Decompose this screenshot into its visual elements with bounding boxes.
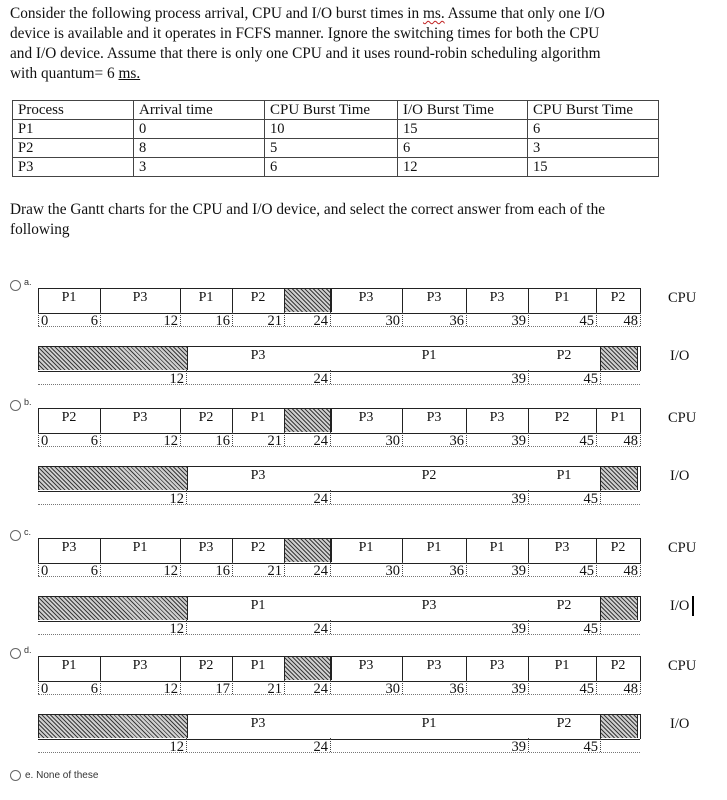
cpu-baseline <box>38 446 640 447</box>
cpu-idle-segment <box>284 539 332 562</box>
cpu-time-tick <box>180 562 181 576</box>
option-c-radio[interactable] <box>10 530 21 541</box>
option-letter[interactable]: b. <box>24 397 32 407</box>
cpu-process-label: P3 <box>489 658 505 673</box>
cpu-time-tick <box>38 432 39 446</box>
table-cell: 12 <box>398 158 528 177</box>
cpu-process-label: P3 <box>61 540 77 555</box>
table-cell: 0 <box>134 120 265 139</box>
io-time-label: 45 <box>583 621 598 637</box>
io-time-tick <box>528 370 529 384</box>
cpu-time-tick <box>180 680 181 694</box>
cpu-process-label: P2 <box>198 658 214 673</box>
cpu-time-tick <box>466 432 467 446</box>
cpu-time-label: 36 <box>449 433 464 449</box>
io-process-label: P2 <box>556 348 572 363</box>
instruction-text: Draw the Gantt charts for the CPU and I/O device, and select the correct answer from each of the following <box>10 201 606 238</box>
cpu-time-label: 45 <box>579 433 594 449</box>
cpu-time-tick <box>596 312 597 326</box>
io-segment-divider <box>640 466 641 491</box>
io-time-tick <box>600 490 601 504</box>
cpu-process-label: P1 <box>250 658 266 673</box>
io-baseline <box>38 752 640 753</box>
cpu-process-label: P2 <box>610 290 626 305</box>
cpu-time-label: 17 <box>215 681 230 697</box>
cpu-time-label: 12 <box>163 681 178 697</box>
cpu-process-label: P2 <box>610 658 626 673</box>
io-process-label: P2 <box>421 468 437 483</box>
cpu-time-tick <box>402 432 403 446</box>
table-row <box>13 120 659 139</box>
cpu-time-label: 45 <box>579 563 594 579</box>
cpu-process-label: P2 <box>61 410 77 425</box>
cpu-time-label: 6 <box>90 313 98 329</box>
cpu-time-tick <box>528 312 529 326</box>
cpu-process-label: P2 <box>610 540 626 555</box>
cpu-process-label: P1 <box>250 410 266 425</box>
table-header: Arrival time <box>134 101 265 120</box>
cpu-process-label: P1 <box>61 290 77 305</box>
cpu-process-label: P1 <box>489 540 505 555</box>
cpu-time-tick <box>466 312 467 326</box>
io-process-label: P2 <box>556 598 572 613</box>
io-time-label: 12 <box>169 491 184 507</box>
table-cell: 6 <box>265 158 398 177</box>
text-cursor <box>692 596 694 616</box>
io-process-label: P1 <box>250 598 266 613</box>
cpu-time-tick <box>100 432 101 446</box>
cpu-time-tick <box>232 562 233 576</box>
cpu-segment-divider <box>284 288 285 313</box>
option-letter[interactable]: d. <box>24 645 32 655</box>
cpu-time-label: 36 <box>449 313 464 329</box>
cpu-segment-divider <box>284 408 285 433</box>
io-process-label: P3 <box>250 348 266 363</box>
cpu-time-label: 48 <box>623 563 638 579</box>
io-time-tick <box>528 620 529 634</box>
cpu-process-label: P3 <box>426 658 442 673</box>
io-time-tick <box>330 620 331 634</box>
cpu-device-label: CPU <box>668 658 697 674</box>
io-time-tick <box>600 620 601 634</box>
cpu-segment-divider <box>284 538 285 563</box>
io-device-label: I/O <box>670 598 690 614</box>
cpu-time-tick <box>284 312 285 326</box>
cpu-time-label: 0 <box>41 313 49 329</box>
cpu-baseline <box>38 576 640 577</box>
io-time-tick <box>600 370 601 384</box>
io-idle-segment <box>38 597 188 620</box>
table-cell: 15 <box>398 120 528 139</box>
io-time-tick <box>330 738 331 752</box>
cpu-time-tick <box>284 562 285 576</box>
io-idle-segment <box>38 715 188 738</box>
io-process-label: P1 <box>556 468 572 483</box>
cpu-time-label: 21 <box>267 313 282 329</box>
io-baseline <box>38 634 640 635</box>
table-header: Process <box>13 101 134 120</box>
cpu-process-label: P2 <box>250 540 266 555</box>
cpu-time-tick <box>330 680 331 694</box>
cpu-time-label: 36 <box>449 681 464 697</box>
io-process-label: P2 <box>556 716 572 731</box>
cpu-time-label: 45 <box>579 313 594 329</box>
io-time-label: 24 <box>313 371 328 387</box>
cpu-time-label: 39 <box>511 313 526 329</box>
cpu-process-label: P1 <box>358 540 374 555</box>
cpu-time-label: 0 <box>41 433 49 449</box>
cpu-time-label: 16 <box>215 563 230 579</box>
cpu-process-label: P1 <box>554 290 570 305</box>
cpu-time-label: 36 <box>449 563 464 579</box>
io-time-label: 24 <box>313 739 328 755</box>
cpu-time-tick <box>402 680 403 694</box>
io-time-label: 24 <box>313 491 328 507</box>
table-header: I/O Burst Time <box>398 101 528 120</box>
io-segment-divider <box>640 346 641 371</box>
cpu-segment-divider <box>640 538 641 563</box>
io-time-label: 39 <box>511 371 526 387</box>
cpu-time-label: 21 <box>267 563 282 579</box>
io-time-tick <box>528 490 529 504</box>
cpu-time-tick <box>640 562 641 576</box>
cpu-idle-segment <box>284 289 332 312</box>
cpu-time-label: 48 <box>623 681 638 697</box>
cpu-time-tick <box>596 432 597 446</box>
io-time-label: 24 <box>313 621 328 637</box>
cpu-time-label: 21 <box>267 681 282 697</box>
cpu-time-label: 24 <box>313 433 328 449</box>
cpu-baseline <box>38 694 640 695</box>
io-time-label: 45 <box>583 739 598 755</box>
io-time-label: 39 <box>511 739 526 755</box>
cpu-segment-divider <box>640 656 641 681</box>
table-cell: 10 <box>265 120 398 139</box>
table-cell: 3 <box>528 139 659 158</box>
cpu-time-label: 12 <box>163 313 178 329</box>
cpu-time-tick <box>284 432 285 446</box>
cpu-time-tick <box>402 312 403 326</box>
cpu-time-label: 24 <box>313 563 328 579</box>
io-time-tick <box>330 370 331 384</box>
io-time-tick <box>186 490 187 504</box>
cpu-process-label: P3 <box>198 540 214 555</box>
table-header-row <box>13 101 659 120</box>
cpu-process-label: P3 <box>554 540 570 555</box>
cpu-process-label: P3 <box>358 658 374 673</box>
cpu-process-label: P1 <box>426 540 442 555</box>
cpu-process-label: P3 <box>132 658 148 673</box>
cpu-time-tick <box>100 312 101 326</box>
option-a-radio[interactable] <box>10 280 21 291</box>
cpu-process-label: P1 <box>132 540 148 555</box>
cpu-process-label: P2 <box>554 410 570 425</box>
option-e-radio[interactable] <box>10 770 21 781</box>
io-idle-segment <box>600 467 638 490</box>
cpu-time-tick <box>466 680 467 694</box>
cpu-segment-divider <box>284 656 285 681</box>
table-cell: 3 <box>134 158 265 177</box>
cpu-time-tick <box>528 680 529 694</box>
cpu-time-tick <box>640 432 641 446</box>
io-process-label: P1 <box>421 716 437 731</box>
cpu-time-tick <box>38 562 39 576</box>
io-idle-segment <box>600 347 638 370</box>
cpu-time-tick <box>284 680 285 694</box>
cpu-time-tick <box>232 312 233 326</box>
cpu-process-label: P3 <box>489 290 505 305</box>
io-time-tick <box>528 738 529 752</box>
io-time-label: 12 <box>169 739 184 755</box>
cpu-segment-divider <box>640 408 641 433</box>
cpu-time-label: 21 <box>267 433 282 449</box>
io-time-tick <box>600 738 601 752</box>
cpu-time-tick <box>330 562 331 576</box>
cpu-time-label: 45 <box>579 681 594 697</box>
cpu-time-label: 30 <box>385 563 400 579</box>
cpu-time-label: 16 <box>215 433 230 449</box>
cpu-time-label: 30 <box>385 313 400 329</box>
cpu-time-tick <box>330 432 331 446</box>
cpu-time-tick <box>528 562 529 576</box>
table-row <box>13 139 659 158</box>
cpu-process-label: P3 <box>426 290 442 305</box>
io-baseline <box>38 504 640 505</box>
cpu-time-tick <box>640 680 641 694</box>
io-segment-divider <box>640 596 641 621</box>
table-cell: P1 <box>13 120 134 139</box>
table-cell: 15 <box>528 158 659 177</box>
option-d-radio[interactable] <box>10 648 21 659</box>
cpu-time-tick <box>180 432 181 446</box>
io-device-label: I/O <box>670 468 690 484</box>
io-time-label: 39 <box>511 491 526 507</box>
io-idle-segment <box>600 715 638 738</box>
table-cell: 5 <box>265 139 398 158</box>
cpu-time-tick <box>100 562 101 576</box>
io-process-label: P1 <box>421 348 437 363</box>
io-baseline <box>38 384 640 385</box>
io-time-label: 45 <box>583 491 598 507</box>
io-time-tick <box>186 620 187 634</box>
cpu-time-label: 48 <box>623 313 638 329</box>
io-process-label: P3 <box>250 468 266 483</box>
cpu-time-label: 30 <box>385 681 400 697</box>
table-row <box>13 158 659 177</box>
cpu-process-label: P3 <box>132 290 148 305</box>
cpu-time-label: 24 <box>313 313 328 329</box>
cpu-time-tick <box>596 562 597 576</box>
cpu-time-tick <box>38 680 39 694</box>
cpu-time-label: 48 <box>623 433 638 449</box>
cpu-device-label: CPU <box>668 410 697 426</box>
io-idle-segment <box>38 467 188 490</box>
cpu-time-tick <box>528 432 529 446</box>
cpu-process-label: P3 <box>132 410 148 425</box>
cpu-time-label: 0 <box>41 563 49 579</box>
table-cell: 6 <box>398 139 528 158</box>
cpu-segment-divider <box>640 288 641 313</box>
cpu-time-label: 6 <box>90 433 98 449</box>
io-time-tick <box>186 738 187 752</box>
cpu-time-tick <box>330 312 331 326</box>
cpu-process-label: P3 <box>489 410 505 425</box>
cpu-process-label: P1 <box>610 410 626 425</box>
io-time-label: 12 <box>169 621 184 637</box>
io-idle-segment <box>600 597 638 620</box>
cpu-time-tick <box>466 562 467 576</box>
cpu-device-label: CPU <box>668 540 697 556</box>
cpu-process-label: P1 <box>554 658 570 673</box>
cpu-time-tick <box>100 680 101 694</box>
cpu-time-label: 12 <box>163 563 178 579</box>
cpu-process-label: P2 <box>250 290 266 305</box>
option-letter[interactable]: c. <box>24 527 32 537</box>
table-header: CPU Burst Time <box>265 101 398 120</box>
cpu-process-label: P3 <box>358 290 374 305</box>
process-table <box>12 100 659 177</box>
cpu-time-tick <box>640 312 641 326</box>
cpu-process-label: P1 <box>61 658 77 673</box>
io-segment-divider <box>640 714 641 739</box>
io-process-label: P3 <box>250 716 266 731</box>
io-idle-segment <box>38 347 188 370</box>
cpu-time-label: 39 <box>511 433 526 449</box>
cpu-process-label: P2 <box>198 410 214 425</box>
cpu-time-label: 16 <box>215 313 230 329</box>
table-header: CPU Burst Time <box>528 101 659 120</box>
option-e-label[interactable]: e. None of these <box>25 770 99 781</box>
cpu-device-label: CPU <box>668 290 697 306</box>
cpu-time-label: 39 <box>511 563 526 579</box>
cpu-baseline <box>38 326 640 327</box>
io-time-tick <box>186 370 187 384</box>
io-device-label: I/O <box>670 716 690 732</box>
io-device-label: I/O <box>670 348 690 364</box>
cpu-time-label: 6 <box>90 563 98 579</box>
cpu-time-tick <box>180 312 181 326</box>
io-time-label: 39 <box>511 621 526 637</box>
cpu-time-tick <box>38 312 39 326</box>
cpu-time-label: 6 <box>90 681 98 697</box>
io-process-label: P3 <box>421 598 437 613</box>
table-cell: 6 <box>528 120 659 139</box>
io-time-tick <box>330 490 331 504</box>
table-cell: 8 <box>134 139 265 158</box>
cpu-time-label: 0 <box>41 681 49 697</box>
cpu-time-tick <box>402 562 403 576</box>
cpu-time-tick <box>596 680 597 694</box>
cpu-idle-segment <box>284 409 332 432</box>
question-text: Consider the following process arrival, CPU and I/O burst times in ms. Assume that only one I/O device is available and it operates in FCFS manner. Ignore the switching times for both the CPU and I/O device. Assume that there is only one CPU and it uses round-robin scheduling algorithm with quantum= 6 ms. <box>10 5 605 82</box>
cpu-time-label: 12 <box>163 433 178 449</box>
table-cell: P2 <box>13 139 134 158</box>
cpu-idle-segment <box>284 657 332 680</box>
cpu-process-label: P1 <box>198 290 214 305</box>
io-time-label: 45 <box>583 371 598 387</box>
option-b-radio[interactable] <box>10 400 21 411</box>
option-letter[interactable]: a. <box>24 277 32 287</box>
cpu-time-tick <box>232 432 233 446</box>
cpu-time-label: 30 <box>385 433 400 449</box>
cpu-time-tick <box>232 680 233 694</box>
cpu-time-label: 24 <box>313 681 328 697</box>
table-cell: P3 <box>13 158 134 177</box>
cpu-process-label: P3 <box>426 410 442 425</box>
io-time-label: 12 <box>169 371 184 387</box>
cpu-time-label: 39 <box>511 681 526 697</box>
cpu-process-label: P3 <box>358 410 374 425</box>
